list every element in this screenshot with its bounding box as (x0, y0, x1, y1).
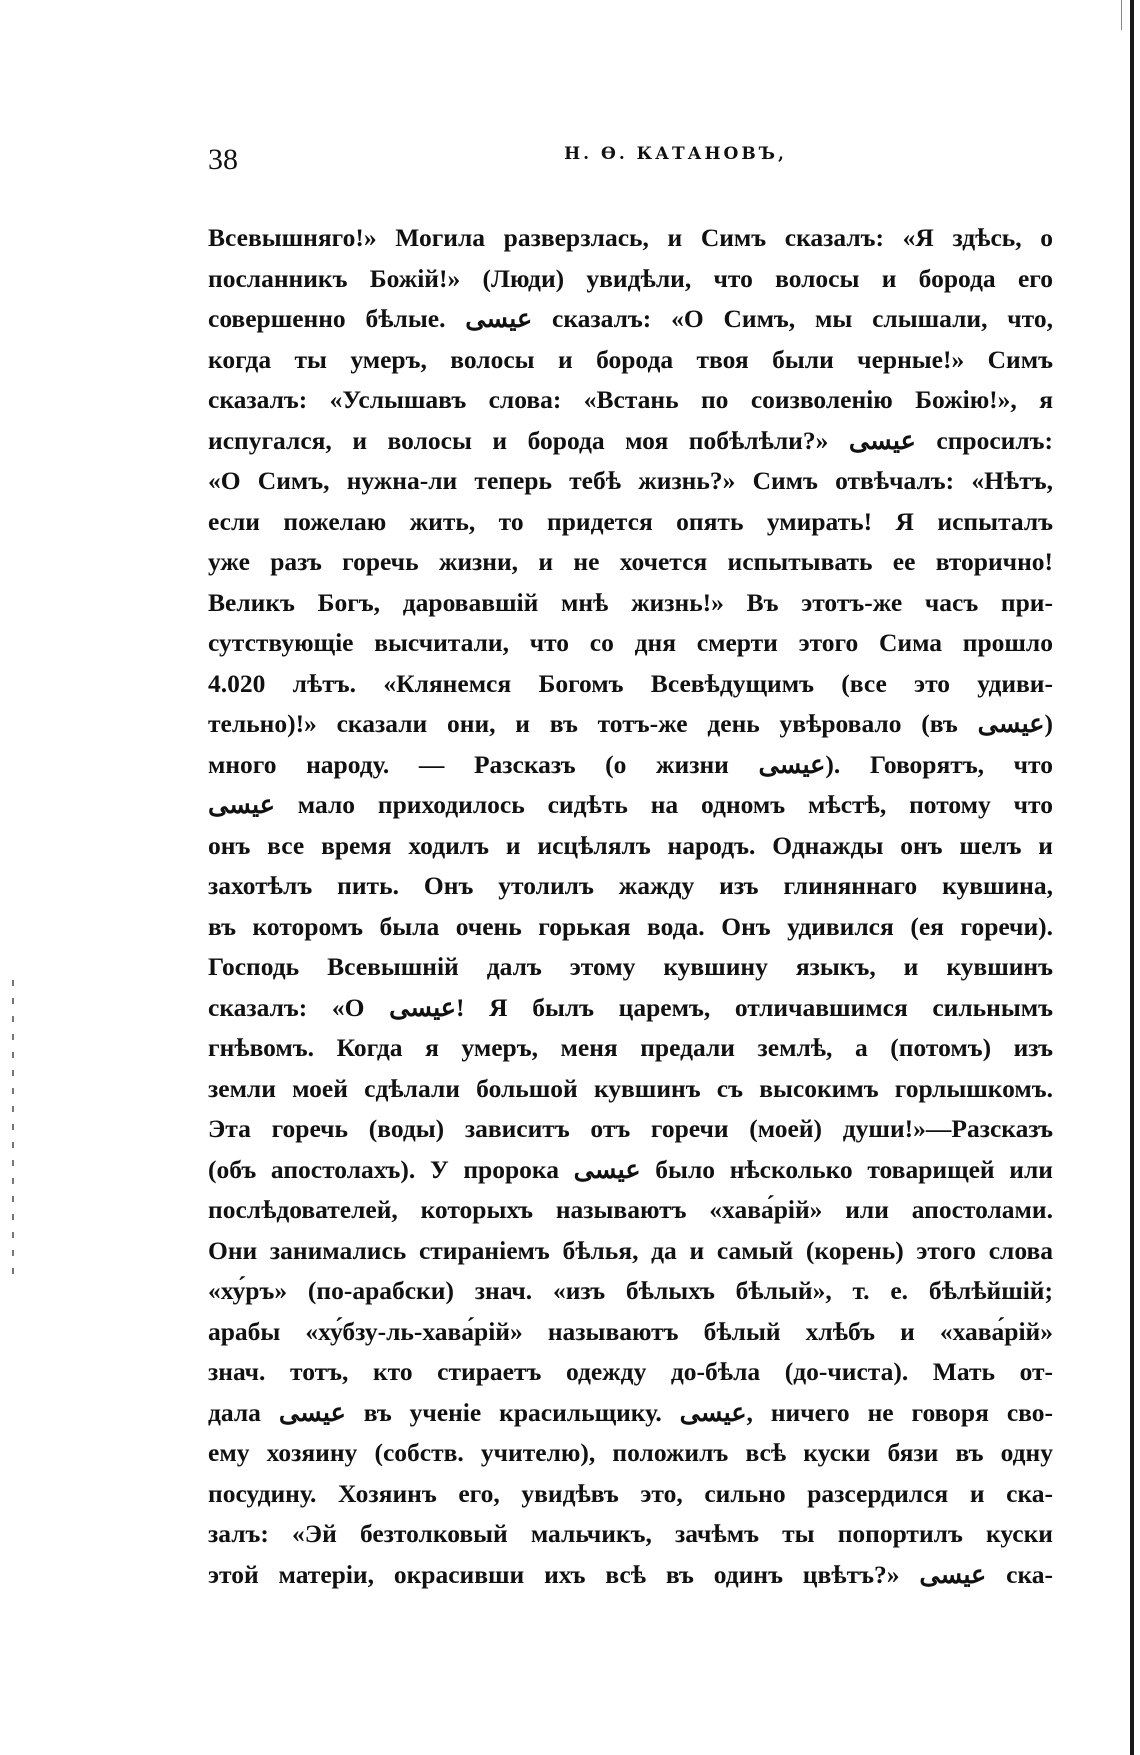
text-line: тельно)!» сказали они, и въ тотъ-же день увѣровало (въ عيسى) (208, 709, 1053, 738)
page-header (208, 140, 1053, 190)
text-line: когда ты умеръ, волосы и борода твоя были черные!» Симъ (208, 344, 1053, 374)
text-line: (объ апостолахъ). У пророка عيسى было нѣсколько товарищей или (208, 1154, 1053, 1184)
text-line: онъ все время ходилъ и исцѣлялъ народъ. Однажды онъ шелъ и (208, 830, 1053, 860)
text-line: ему хозяину (собств. учителю), положилъ всѣ куски бязи въ одну (208, 1438, 1053, 1467)
text-line: много народу. — Разсказъ (о жизни عيسى). Говорятъ, что (208, 749, 1053, 779)
page-number: 38 (208, 143, 238, 176)
text-line: этой матеріи, окрасивши ихъ всѣ въ одинъ цвѣтъ?» عيسى ска- (208, 1559, 1053, 1589)
text-line: залъ: «Эй безтолковый мальчикъ, зачѣмъ ты попортилъ куски (208, 1519, 1053, 1548)
text-line: Они занимались стираніемъ бѣлья, да и самый (корень) этого слова (208, 1235, 1053, 1265)
text-line: Всевышняго!» Могила разверзлась, и Симъ сказалъ: «Я здѣсь, о (208, 223, 1053, 252)
text-line: въ которомъ была очень горькая вода. Онъ удивился (ея горечи). (208, 911, 1053, 941)
page-edge-line (1130, 0, 1134, 1755)
text-line: знач. тотъ, кто стираетъ одежду до-бѣла (до-чиста). Мать от- (208, 1357, 1053, 1386)
text-line: посланникъ Божій!» (Люди) увидѣли, что волосы и борода его (208, 263, 1053, 293)
text-line: земли моей сдѣлали большой кувшинъ съ высокимъ горлышкомъ. (208, 1073, 1053, 1103)
body-text (208, 218, 1053, 1595)
text-line: сказалъ: «Услышавъ слова: «Встань по соизволенію Божію!», я (208, 385, 1053, 414)
text-line: 4.020 лѣтъ. «Клянемся Богомъ Всевѣдущимъ (все это удиви- (208, 668, 1053, 698)
scan-mark (1121, 0, 1122, 30)
text-line: сказалъ: «О عيسى! Я былъ царемъ, отличавшимся сильнымъ (208, 992, 1053, 1022)
text-line: дала عيسى въ ученіе красильщику. عيسى, ничего не говоря сво- (208, 1397, 1053, 1427)
text-line: гнѣвомъ. Когда я умеръ, меня предали землѣ, а (потомъ) изъ (208, 1033, 1053, 1062)
text-line: Господь Всевышній далъ этому кувшину языкъ, и кувшинъ (208, 952, 1053, 981)
text-line: «О Симъ, нужна-ли теперь тебѣ жизнь?» Симъ отвѣчалъ: «Нѣтъ, (208, 466, 1053, 495)
text-line: послѣдователей, которыхъ называютъ «хава́рій» или апостолами. (208, 1195, 1053, 1224)
text-line: уже разъ горечь жизни, и не хочется испытывать ее вторично! (208, 547, 1053, 576)
text-line: сутствующіе высчитали, что со дня смерти этого Сима прошло (208, 628, 1053, 657)
text-line: захотѣлъ пить. Онъ утолилъ жажду изъ глиняннаго кувшина, (208, 871, 1053, 900)
text-line: арабы «ху́бзу-ль-хава́рій» называютъ бѣлый хлѣбъ и «хава́рій» (208, 1316, 1053, 1346)
text-line: Великъ Богъ, даровавшій мнѣ жизнь!» Въ этотъ-же часъ при- (208, 587, 1053, 617)
text-line: посудину. Хозяинъ его, увидѣвъ это, сильно разсердился и ска- (208, 1478, 1053, 1508)
scan-dots (12, 980, 14, 1280)
text-line: испугался, и волосы и борода моя побѣлѣли?» عيسى спросилъ: (208, 425, 1053, 455)
text-line: عيسى мало приходилось сидѣть на одномъ мѣстѣ, потому что (208, 790, 1053, 819)
running-head: Н. Ѳ. КАТАНОВЪ, (564, 144, 787, 164)
text-line: Эта горечь (воды) зависитъ отъ горечи (моей) души!»—Разсказъ (208, 1114, 1053, 1143)
text-line: «ху́ръ» (по-арабски) знач. «изъ бѣлыхъ бѣлый», т. е. бѣлѣйшій; (208, 1276, 1053, 1305)
text-line: совершенно бѣлые. عيسى сказалъ: «О Симъ, мы слышали, что, (208, 304, 1053, 333)
text-line: если пожелаю жить, то придется опять умирать! Я испыталъ (208, 506, 1053, 536)
